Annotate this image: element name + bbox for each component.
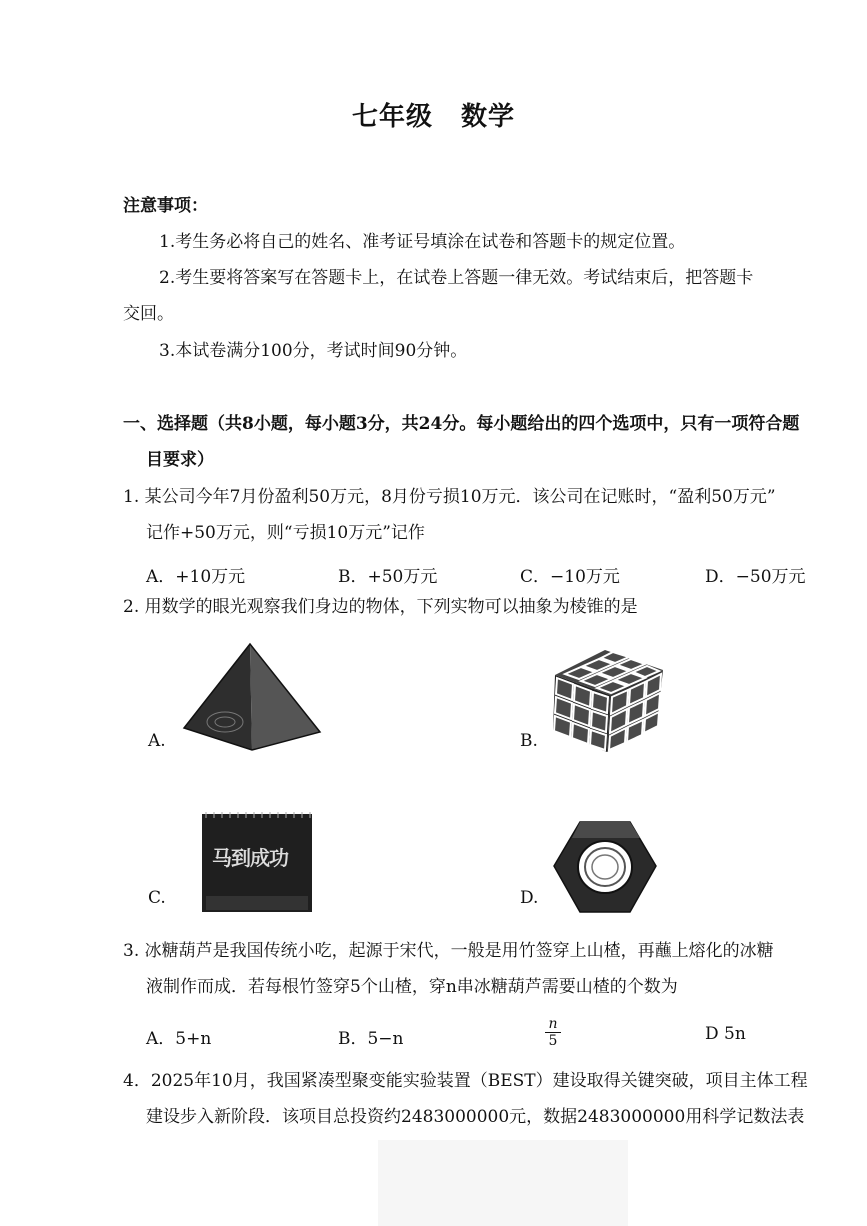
section-heading: 一、选择题（共8小题，每小题3分，共24分。每小题给出的四个选项中，只有一项符合题 <box>123 414 800 434</box>
q3-option-c-fraction <box>545 1017 561 1048</box>
desk-calendar-image <box>198 810 316 914</box>
q1-stem-cont: 记作+50万元，则“亏损10万元”记作 <box>146 523 425 543</box>
q2-label-c: C. <box>148 888 166 908</box>
hex-nut-image <box>550 818 660 918</box>
q1-option-a: A．+10万元 <box>146 567 246 587</box>
grade-label: 七年级 <box>351 102 433 132</box>
q2-label-b: B. <box>520 731 538 751</box>
q1-option-c: C．−10万元 <box>520 567 620 587</box>
q1-stem: 1. 某公司今年7月份盈利50万元，8月份亏损10万元．该公司在记账时，“盈利50万元” <box>123 487 776 507</box>
q3-stem-cont: 液制作而成．若每根竹签穿5个山楂，穿n串冰糖葫芦需要山楂的个数为 <box>146 977 678 997</box>
q1-option-d: D．−50万元 <box>705 567 806 587</box>
section-heading-cont: 目要求） <box>146 450 214 470</box>
rubiks-cube-image <box>545 640 670 755</box>
q2-label-d: D. <box>520 888 539 908</box>
exam-title <box>0 96 867 133</box>
fraction-denominator: 5 <box>548 1033 558 1049</box>
fraction-numerator: n <box>548 1016 558 1032</box>
q3-option-a: A．5+n <box>146 1029 212 1049</box>
q4-stem-cont: 建设步入新阶段．该项目总投资约2483000000元，数据2483000000用科学记数法表 <box>146 1107 805 1127</box>
calendar-text: 马到成功 <box>212 846 288 870</box>
q1-option-b: B．+50万元 <box>338 567 438 587</box>
q3-option-b: B．5−n <box>338 1029 404 1049</box>
notice-item-2: 2.考生要将答案写在答题卡上，在试卷上答题一律无效。考试结束后，把答题卡 <box>159 268 754 288</box>
notice-item-1: 1.考生务必将自己的姓名、准考证号填涂在试卷和答题卡的规定位置。 <box>159 232 686 252</box>
notice-heading: 注意事项： <box>123 196 208 216</box>
q2-stem: 2. 用数学的眼光观察我们身边的物体，下列实物可以抽象为棱锥的是 <box>123 597 638 617</box>
notice-item-2-cont: 交回。 <box>123 304 174 324</box>
notice-item-3: 3.本试卷满分100分，考试时间90分钟。 <box>159 341 468 361</box>
pyramid-image <box>180 640 325 755</box>
q3-stem: 3. 冰糖葫芦是我国传统小吃，起源于宋代，一般是用竹签穿上山楂，再蘸上熔化的冰糖 <box>123 941 774 961</box>
subject-label: 数学 <box>461 102 516 132</box>
q4-stem: 4．2025年10月，我国紧凑型聚变能实验装置（BEST）建设取得关键突破，项目主体工程 <box>123 1071 808 1091</box>
q3-option-d: D 5n <box>705 1024 746 1044</box>
page-footer-region <box>378 1140 628 1226</box>
q2-label-a: A. <box>148 731 166 751</box>
